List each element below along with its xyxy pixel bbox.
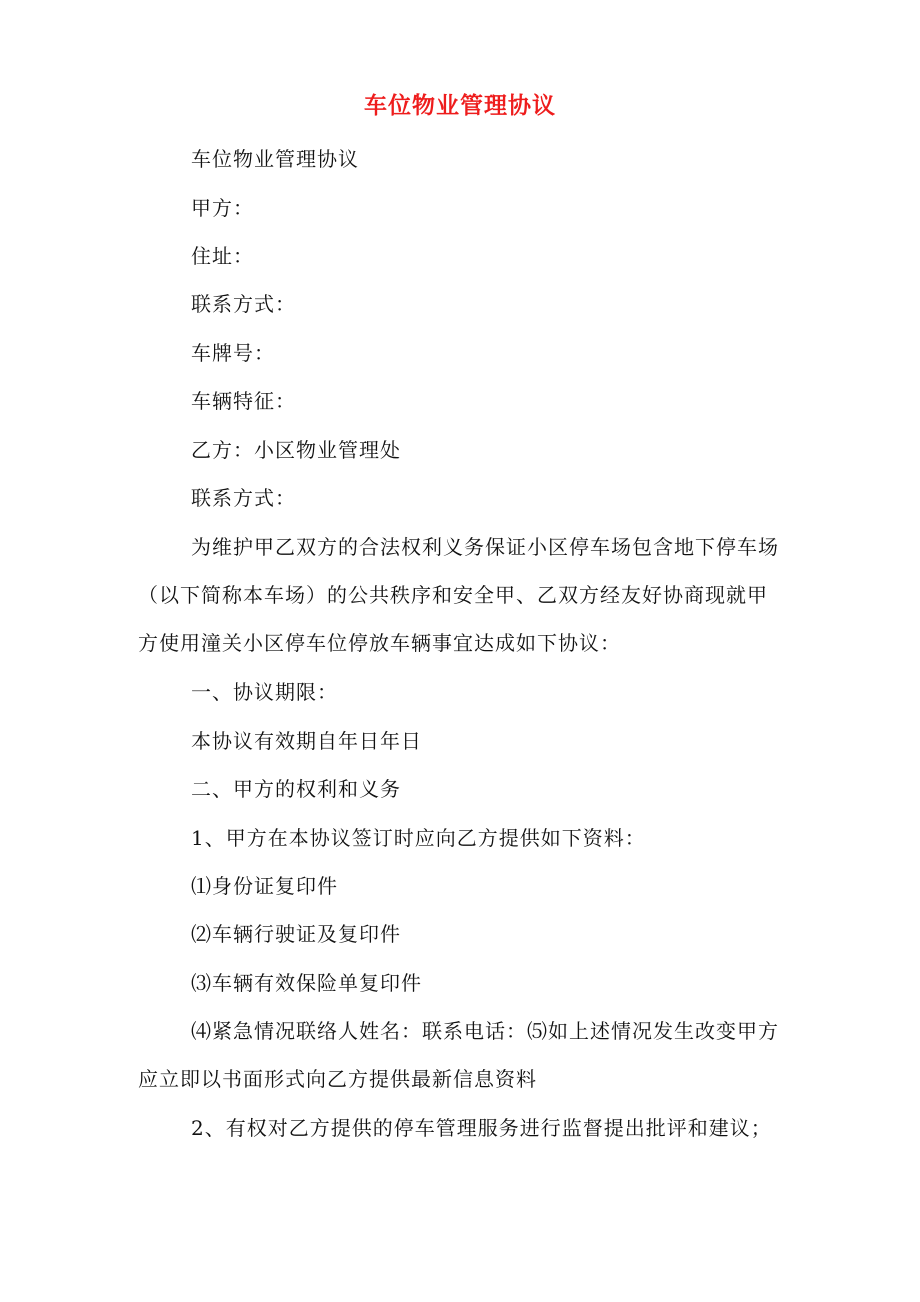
contact-line-a: 联系方式： <box>191 292 296 316</box>
contact-line-b: 联系方式： <box>191 486 296 510</box>
item1-sub4-paragraph: ⑷紧急情况联络人姓名：联系电话：⑸如上述情况发生改变甲方应立即以书面形式向乙方提供最新信息资料 <box>138 1019 779 1091</box>
section1-heading: 一、协议期限： <box>191 680 338 704</box>
address-line: 住址： <box>191 244 254 268</box>
item1-sub1: ⑴身份证复印件 <box>191 874 338 898</box>
plate-number-line: 车牌号： <box>191 341 275 365</box>
section2-heading: 二、甲方的权利和义务 <box>191 777 401 801</box>
party-b-line: 乙方：小区物业管理处 <box>191 438 401 462</box>
party-a-line: 甲方： <box>191 196 254 220</box>
item1-sub3: ⑶车辆有效保险单复印件 <box>191 971 422 995</box>
preamble-paragraph: 为维护甲乙双方的合法权利义务保证小区停车场包含地下停车场（以下简称本车场）的公共秩序和安全甲、乙双方经友好协商现就甲 方使用潼关小区停车位停放车辆事宜达成如下协议： <box>138 535 779 655</box>
item1-line: 1、甲方在本协议签订时应向乙方提供如下资料： <box>191 826 646 850</box>
item1-sub2: ⑵车辆行驶证及复印件 <box>191 922 401 946</box>
section1-text: 本协议有效期自年日年日 <box>191 729 422 753</box>
vehicle-features-line: 车辆特征： <box>191 389 296 413</box>
subtitle-line: 车位物业管理协议 <box>191 147 359 171</box>
document-title: 车位物业管理协议 <box>364 92 556 119</box>
item2-line: 2、有权对乙方提供的停车管理服务进行监督提出批评和建议； <box>191 1116 772 1140</box>
